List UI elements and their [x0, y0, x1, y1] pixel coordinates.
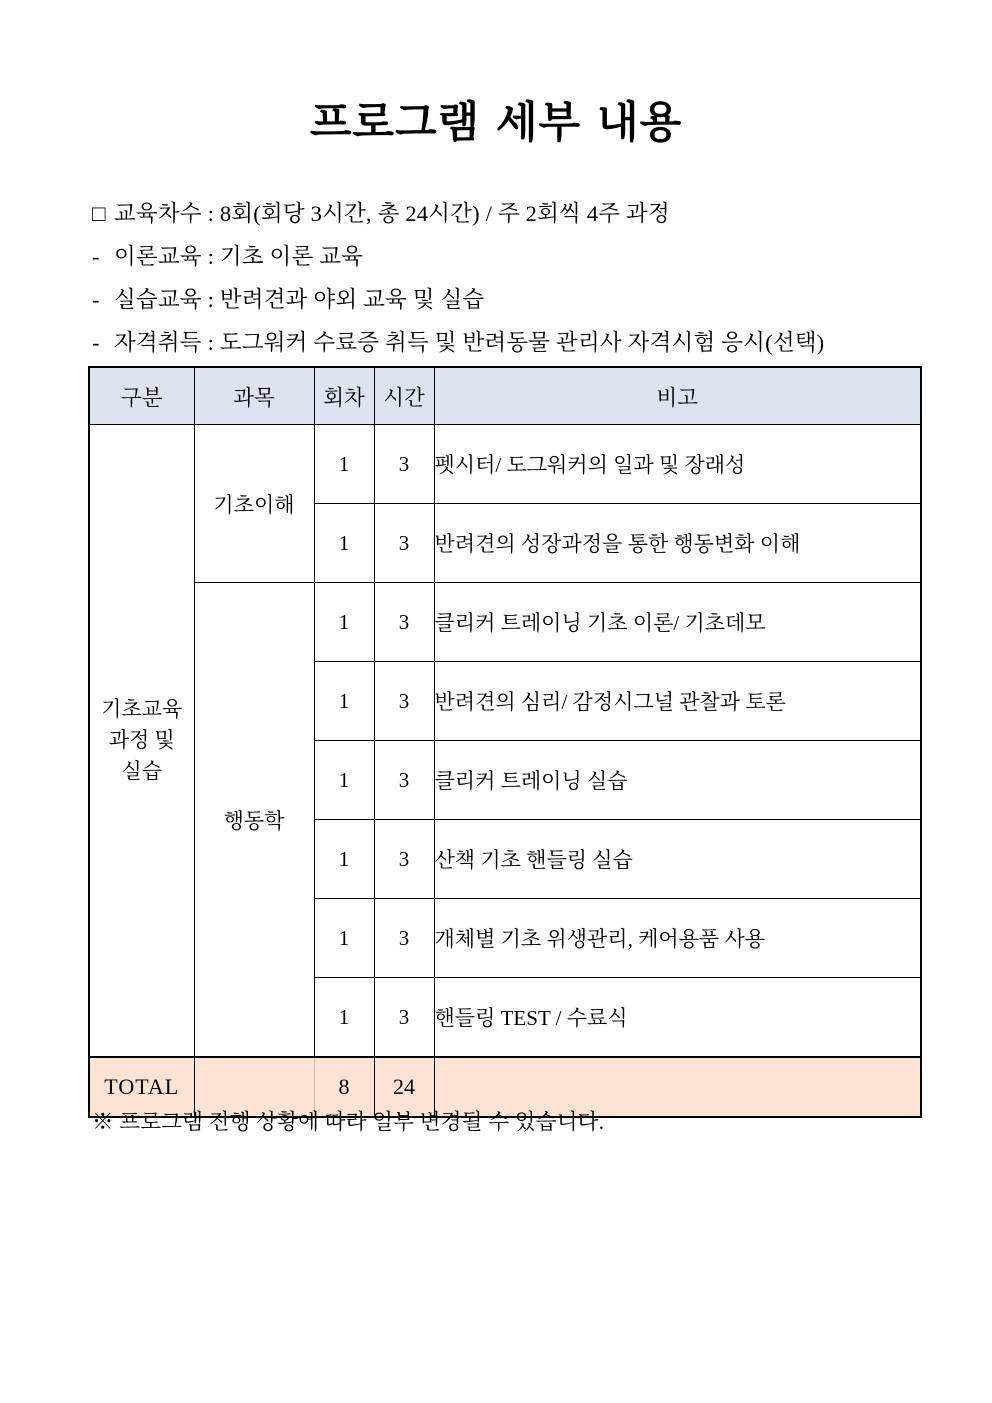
column-header-gubun: 구분 — [89, 367, 194, 425]
table-header-row — [89, 367, 921, 425]
subject-cell-behavior: 행동학 — [194, 583, 314, 1058]
intro-list — [92, 192, 932, 364]
category-label-line-1: 기초교육 — [101, 697, 183, 721]
sessions-cell: 1 — [314, 978, 374, 1058]
intro-line-1-text: 교육차수 : 8회(회당 3시간, 총 24시간) / 주 2회씩 4주 과정 — [114, 201, 670, 226]
hours-cell: 3 — [374, 741, 434, 820]
program-table — [88, 366, 922, 1118]
remarks-cell: 클리커 트레이닝 기초 이론/ 기초데모 — [434, 583, 921, 662]
subject-cell-basic: 기초이해 — [194, 425, 314, 583]
column-header-hoecha: 회차 — [314, 367, 374, 425]
footer-note: ※ 프로그램 진행 상황에 따라 일부 변경될 수 있습니다. — [92, 1110, 605, 1134]
remarks-cell: 펫시터/ 도그워커의 일과 및 장래성 — [434, 425, 921, 504]
bullet-dash-icon: - — [92, 244, 100, 269]
program-table-wrapper — [88, 366, 920, 1118]
remarks-cell: 클리커 트레이닝 실습 — [434, 741, 921, 820]
sessions-cell: 1 — [314, 425, 374, 504]
remarks-cell: 개체별 기초 위생관리, 케어용품 사용 — [434, 899, 921, 978]
sessions-cell: 1 — [314, 662, 374, 741]
intro-line-4 — [92, 321, 932, 364]
intro-line-3-text: 실습교육 : 반려견과 야외 교육 및 실습 — [114, 287, 485, 312]
remarks-cell: 핸들링 TEST / 수료식 — [434, 978, 921, 1058]
page-title: 프로그램 세부 내용 — [309, 98, 683, 148]
sessions-cell: 1 — [314, 899, 374, 978]
total-sessions-cell: 8 — [314, 1057, 374, 1117]
hours-cell: 3 — [374, 820, 434, 899]
table-body — [89, 425, 921, 1118]
hours-cell: 3 — [374, 504, 434, 583]
column-header-sigan: 시간 — [374, 367, 434, 425]
sessions-cell: 1 — [314, 741, 374, 820]
category-label-line-3: 실습 — [121, 759, 163, 783]
table-header — [89, 367, 921, 425]
hours-cell: 3 — [374, 978, 434, 1058]
intro-line-2 — [92, 235, 932, 278]
sessions-cell: 1 — [314, 504, 374, 583]
column-header-gwamok: 과목 — [194, 367, 314, 425]
total-label: TOTAL — [89, 1057, 194, 1117]
total-hours-cell: 24 — [374, 1057, 434, 1117]
sessions-cell: 1 — [314, 583, 374, 662]
intro-line-3 — [92, 278, 932, 321]
table-row — [89, 583, 921, 662]
table-row — [89, 425, 921, 504]
intro-line-2-text: 이론교육 : 기초 이론 교육 — [114, 244, 364, 269]
remarks-cell: 반려견의 성장과정을 통한 행동변화 이해 — [434, 504, 921, 583]
intro-line-4-text: 자격취득 : 도그워커 수료증 취득 및 반려동물 관리사 자격시험 응시(선택) — [114, 330, 825, 355]
remarks-cell: 반려견의 심리/ 감정시그널 관찰과 토론 — [434, 662, 921, 741]
hours-cell: 3 — [374, 425, 434, 504]
hours-cell: 3 — [374, 583, 434, 662]
hours-cell: 3 — [374, 662, 434, 741]
bullet-dash-icon: - — [92, 330, 100, 355]
remarks-cell: 산책 기초 핸들링 실습 — [434, 820, 921, 899]
category-cell — [89, 425, 194, 1058]
bullet-dash-icon: - — [92, 287, 100, 312]
sessions-cell: 1 — [314, 820, 374, 899]
intro-line-1 — [92, 192, 932, 235]
hours-cell: 3 — [374, 899, 434, 978]
column-header-bigo: 비고 — [434, 367, 921, 425]
bullet-square-icon: □ — [92, 201, 106, 226]
category-label-line-2: 과정 및 — [108, 728, 175, 752]
